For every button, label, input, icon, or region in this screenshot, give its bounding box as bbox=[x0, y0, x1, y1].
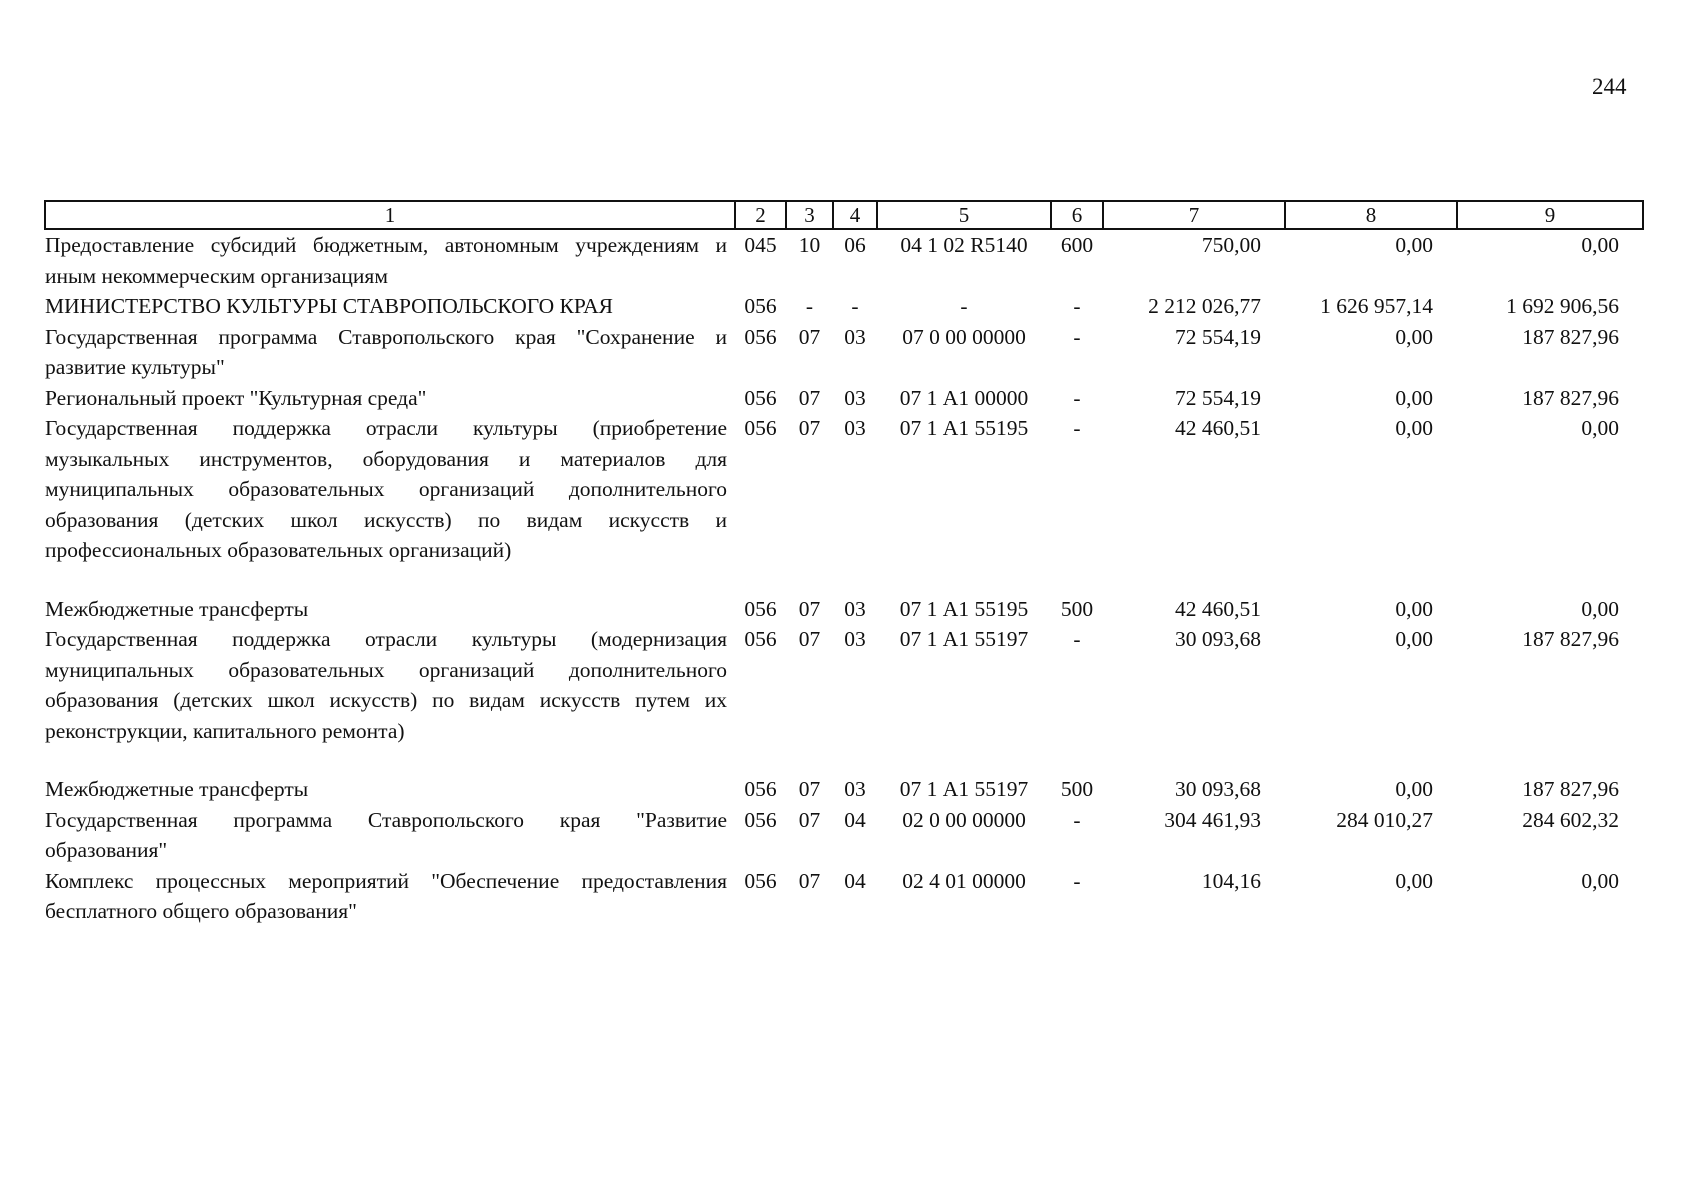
page-number: 244 bbox=[1592, 74, 1627, 99]
cell-col6: 500 bbox=[1060, 777, 1094, 801]
column-header-8: 8 bbox=[1285, 201, 1457, 229]
cell-col9: 1 692 906,56 bbox=[1506, 294, 1619, 318]
cell-col3: 10 bbox=[798, 233, 821, 257]
row-name: Межбюджетные трансферты bbox=[45, 596, 309, 621]
column-header-1: 1 bbox=[45, 201, 735, 229]
cell-col9: 187 827,96 bbox=[1522, 385, 1619, 410]
cell-col4: 03 bbox=[844, 324, 866, 349]
cell-col2: 056 bbox=[744, 416, 777, 440]
cell-col9: 0,00 bbox=[1581, 596, 1619, 621]
cell-col4: 04 bbox=[844, 807, 866, 832]
column-header-5: 5 bbox=[877, 201, 1051, 229]
cell-col3: 07 bbox=[798, 596, 821, 621]
table-row bbox=[45, 322, 1643, 383]
cell-col7: 30 093,68 bbox=[1175, 627, 1261, 651]
cell-col6: 600 bbox=[1060, 233, 1094, 257]
table-row bbox=[45, 383, 1643, 414]
cell-col2: 056 bbox=[744, 596, 777, 621]
cell-col6: - bbox=[1073, 324, 1081, 349]
cell-col3: 07 bbox=[798, 868, 821, 893]
row-name: Государственная поддержка отрасли культуры (модернизация муниципальных образовательных организаций дополнительного образования (детских школ искусств) по видам искусств путем их реконструкции, капитального ремонта) bbox=[45, 627, 727, 743]
cell-col8: 0,00 bbox=[1395, 385, 1433, 410]
table-row bbox=[45, 624, 1643, 774]
column-header-9: 9 bbox=[1457, 201, 1643, 229]
cell-col4: 03 bbox=[844, 627, 866, 651]
cell-col8: 0,00 bbox=[1395, 627, 1433, 651]
cell-col5: 07 1 А1 00000 bbox=[899, 385, 1029, 410]
row-name: Комплекс процессных мероприятий "Обеспечение предоставления бесплатного общего образования" bbox=[45, 868, 727, 923]
table-row bbox=[45, 291, 1643, 322]
column-header-4: 4 bbox=[833, 201, 877, 229]
table-row bbox=[45, 774, 1643, 805]
cell-col7: 72 554,19 bbox=[1175, 385, 1261, 410]
cell-col2: 056 bbox=[744, 868, 777, 893]
row-name: Государственная программа Ставропольского края "Сохранение и развитие культуры" bbox=[45, 324, 727, 379]
cell-col7: 750,00 bbox=[1201, 233, 1261, 257]
cell-col4: - bbox=[851, 294, 859, 318]
row-name: Предоставление субсидий бюджетным, автономным учреждениям и иным некоммерческим организациям bbox=[45, 233, 727, 288]
row-name: Государственная поддержка отрасли культуры (приобретение музыкальных инструментов, оборудования и материалов для муниципальных образовательных организаций дополнительного образования (детских школ искусств) по видам искусств и профессиональных образовательных организаций) bbox=[45, 416, 727, 562]
cell-col8: 0,00 bbox=[1395, 868, 1433, 893]
cell-col4: 03 bbox=[844, 416, 866, 440]
cell-col5: 07 1 А1 55195 bbox=[899, 416, 1029, 440]
cell-col7: 42 460,51 bbox=[1175, 416, 1261, 440]
cell-col4: 03 bbox=[844, 596, 866, 621]
cell-col2: 056 bbox=[744, 627, 777, 651]
cell-col6: - bbox=[1073, 385, 1081, 410]
cell-col8: 0,00 bbox=[1395, 324, 1433, 349]
row-name: Государственная программа Ставропольского края "Развитие образования" bbox=[45, 807, 727, 862]
cell-col8: 0,00 bbox=[1395, 596, 1433, 621]
row-name: Региональный проект "Культурная среда" bbox=[45, 385, 427, 410]
cell-col7: 304 461,93 bbox=[1164, 807, 1261, 832]
table-row bbox=[45, 866, 1643, 927]
row-name: Межбюджетные трансферты bbox=[45, 777, 309, 801]
cell-col5: 07 1 А1 55197 bbox=[899, 627, 1029, 651]
cell-col9: 0,00 bbox=[1581, 868, 1619, 893]
cell-col9: 187 827,96 bbox=[1522, 324, 1619, 349]
cell-col2: 056 bbox=[744, 324, 777, 349]
cell-col6: - bbox=[1073, 807, 1081, 832]
cell-col3: 07 bbox=[798, 807, 821, 832]
cell-col5: 07 1 А1 55197 bbox=[899, 777, 1029, 801]
cell-col6: - bbox=[1073, 294, 1081, 318]
cell-col3: 07 bbox=[798, 385, 821, 410]
cell-col5: 07 1 А1 55195 bbox=[899, 596, 1029, 621]
column-header-3: 3 bbox=[786, 201, 833, 229]
cell-col6: - bbox=[1073, 627, 1081, 651]
cell-col2: 056 bbox=[744, 807, 777, 832]
column-header-7: 7 bbox=[1103, 201, 1285, 229]
cell-col2: 056 bbox=[744, 777, 777, 801]
cell-col9: 187 827,96 bbox=[1522, 777, 1619, 801]
cell-col4: 03 bbox=[844, 385, 866, 410]
cell-col4: 04 bbox=[844, 868, 866, 893]
cell-col7: 42 460,51 bbox=[1175, 596, 1261, 621]
cell-col7: 72 554,19 bbox=[1175, 324, 1261, 349]
table-row bbox=[45, 229, 1643, 291]
cell-col5: 02 0 00 00000 bbox=[902, 807, 1026, 832]
cell-col9: 187 827,96 bbox=[1522, 627, 1619, 651]
cell-col8: 0,00 bbox=[1395, 777, 1433, 801]
cell-col3: - bbox=[805, 294, 814, 318]
cell-col9: 284 602,32 bbox=[1522, 807, 1619, 832]
header-row bbox=[45, 201, 1643, 229]
cell-col7: 2 212 026,77 bbox=[1148, 294, 1261, 318]
cell-col4: 06 bbox=[844, 233, 866, 257]
cell-col8: 1 626 957,14 bbox=[1320, 294, 1433, 318]
table-row bbox=[45, 594, 1643, 625]
cell-col9: 0,00 bbox=[1581, 233, 1619, 257]
column-header-6: 6 bbox=[1051, 201, 1103, 229]
cell-col7: 104,16 bbox=[1201, 868, 1261, 893]
cell-col6: 500 bbox=[1060, 596, 1094, 621]
cell-col3: 07 bbox=[798, 627, 821, 651]
row-name: МИНИСТЕРСТВО КУЛЬТУРЫ СТАВРОПОЛЬСКОГО КРАЯ bbox=[45, 294, 613, 318]
cell-col5: 02 4 01 00000 bbox=[902, 868, 1026, 893]
cell-col4: 03 bbox=[844, 777, 866, 801]
cell-col5: 04 1 02 R5140 bbox=[900, 233, 1028, 257]
cell-col2: 056 bbox=[744, 294, 777, 318]
cell-col6: - bbox=[1073, 416, 1081, 440]
cell-col9: 0,00 bbox=[1581, 416, 1619, 440]
cell-col5: - bbox=[960, 294, 968, 318]
cell-col8: 0,00 bbox=[1395, 233, 1433, 257]
budget-table bbox=[44, 200, 1644, 927]
cell-col3: 07 bbox=[798, 324, 821, 349]
cell-col6: - bbox=[1073, 868, 1081, 893]
cell-col7: 30 093,68 bbox=[1175, 777, 1261, 801]
cell-col8: 284 010,27 bbox=[1336, 807, 1433, 832]
cell-col8: 0,00 bbox=[1395, 416, 1433, 440]
table-row bbox=[45, 413, 1643, 594]
cell-col2: 045 bbox=[744, 233, 777, 257]
cell-col5: 07 0 00 00000 bbox=[902, 324, 1026, 349]
table-row bbox=[45, 805, 1643, 866]
cell-col3: 07 bbox=[798, 777, 821, 801]
cell-col3: 07 bbox=[798, 416, 821, 440]
column-header-2: 2 bbox=[735, 201, 786, 229]
cell-col2: 056 bbox=[744, 385, 777, 410]
